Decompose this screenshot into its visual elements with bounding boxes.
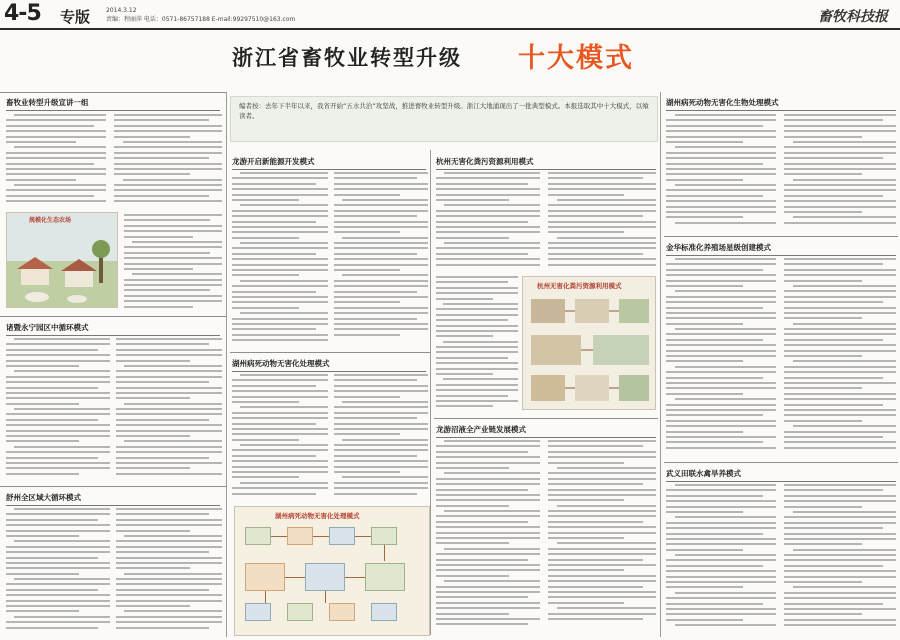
article-text — [116, 338, 222, 480]
flow-arrow — [285, 577, 305, 578]
issue-meta — [106, 6, 295, 24]
section-title-5: 湖州病死动物无害化处理模式 — [232, 358, 426, 372]
section-title-6: 杭州无害化粪污资源利用模式 — [436, 156, 656, 170]
page-number: 4-5 — [4, 1, 41, 26]
section-title-4: 龙游开启新能源开发模式 — [232, 156, 426, 170]
row-rule — [230, 352, 430, 353]
flow-node — [287, 603, 313, 621]
article-text — [232, 374, 328, 502]
article-text — [436, 276, 518, 412]
masthead — [0, 0, 900, 30]
flow-node — [365, 563, 405, 591]
article-text — [548, 172, 656, 272]
flow-arrow — [271, 536, 287, 537]
article-text — [124, 214, 222, 310]
flow-arrow — [345, 577, 365, 578]
flow-diagram-figure — [234, 506, 430, 636]
headline-main: 浙江省畜牧业转型升级 — [232, 46, 462, 70]
flow-node — [287, 527, 313, 545]
article-text — [6, 508, 110, 636]
paper-logo: 畜牧科技报 — [818, 9, 888, 25]
column-rule — [660, 92, 661, 637]
section-title-8: 湖州病死动物无害化生物处理模式 — [666, 97, 896, 111]
flow-node — [305, 563, 345, 591]
row-rule — [664, 462, 898, 463]
flow-arrow — [325, 591, 326, 603]
row-rule — [0, 486, 226, 487]
article-text — [6, 338, 110, 480]
flow-arrow — [355, 536, 371, 537]
section-title-3: 舒州全区域大循环模式 — [6, 492, 220, 506]
row-rule — [0, 92, 226, 93]
article-text — [784, 484, 896, 636]
section-tag: 专版 — [60, 8, 91, 26]
flow-node — [245, 603, 271, 621]
article-text — [6, 114, 106, 209]
flow-arrow — [265, 591, 266, 603]
flow-node — [329, 603, 355, 621]
flow-node — [329, 527, 355, 545]
article-text — [548, 440, 656, 636]
article-text — [116, 508, 222, 636]
farm-photo — [6, 212, 118, 308]
article-text — [666, 484, 776, 636]
issue-contact: 责编：程丽萍 电话：0571-86757188 E-mail:99297510@163.com — [106, 16, 296, 23]
column-rule — [226, 92, 227, 637]
article-text — [334, 374, 428, 502]
process-figure — [522, 276, 656, 410]
article-text — [436, 172, 540, 272]
row-rule — [664, 236, 898, 237]
lead-text: 编者按：去年下半年以来，我省开始“五水共治”攻坚战，推进畜牧业转型升级。浙江大地涌现出了一批典型模式。本报选取其中十大模式，以飨读者。 — [239, 102, 649, 120]
lead-box — [230, 96, 658, 142]
article-text — [666, 258, 776, 456]
issue-date: 2014.3.12 — [106, 7, 137, 14]
section-title-9: 金华标准化养殖场星级创建模式 — [666, 242, 896, 256]
row-rule — [434, 418, 658, 419]
flow-node — [245, 563, 285, 591]
figure-title: 杭州无害化粪污资源利用模式 — [537, 282, 622, 290]
article-text — [436, 440, 540, 636]
process-illustration — [523, 277, 656, 410]
row-rule — [0, 316, 226, 317]
headline — [100, 34, 800, 86]
section-title-7: 龙游沼液全产业链发展模式 — [436, 424, 656, 438]
figure-title: 湖州病死动物无害化处理模式 — [275, 512, 360, 520]
article-text — [334, 172, 428, 348]
article-text — [114, 114, 222, 209]
column-rule — [430, 150, 431, 635]
flow-arrow — [313, 536, 329, 537]
article-text — [232, 172, 328, 348]
headline-accent: 十大模式 — [518, 43, 634, 74]
section-title-1: 畜牧业转型升级宣讲一组 — [6, 97, 220, 111]
article-text — [784, 114, 896, 230]
section-title-10: 武义田联水禽旱养模式 — [666, 468, 896, 482]
farm-illustration — [7, 213, 118, 308]
article-text — [784, 258, 896, 456]
flow-arrow — [384, 545, 385, 561]
flow-node — [371, 527, 397, 545]
figure-caption: 规模化生态农场 — [29, 217, 72, 224]
flow-node — [245, 527, 271, 545]
article-text — [666, 114, 776, 230]
flow-node — [371, 603, 397, 621]
section-title-2: 诸暨永宁园区中循环模式 — [6, 322, 220, 336]
